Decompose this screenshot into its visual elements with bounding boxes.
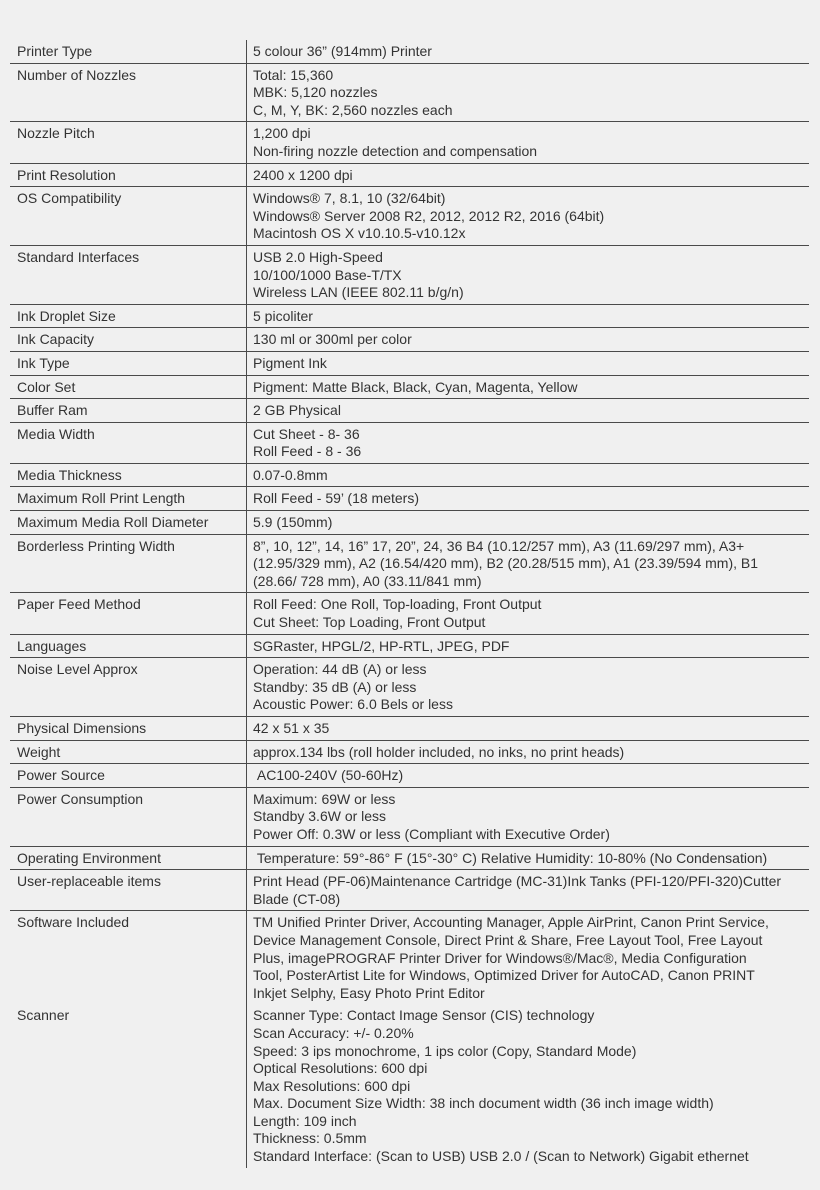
spec-row xyxy=(10,122,809,163)
spec-label: Weight xyxy=(10,740,247,764)
spec-value-line: Tool, PosterArtist Lite for Windows, Optimized Driver for AutoCAD, Canon PRINT xyxy=(253,967,755,984)
spec-label: OS Compatibility xyxy=(10,187,247,246)
spec-label: Operating Environment xyxy=(10,846,247,870)
spec-value xyxy=(247,399,810,423)
spec-value xyxy=(247,163,810,187)
spec-value xyxy=(247,422,810,463)
spec-value xyxy=(247,304,810,328)
spec-label: Power Source xyxy=(10,764,247,788)
spec-value-line: Scanner Type: Contact Image Sensor (CIS) technology xyxy=(253,1007,595,1024)
spec-label: User-replaceable items xyxy=(10,870,247,911)
spec-label: Borderless Printing Width xyxy=(10,534,247,593)
spec-value xyxy=(247,463,810,487)
spec-value xyxy=(247,911,810,1004)
spec-label: Standard Interfaces xyxy=(10,245,247,304)
spec-value-line: Roll Feed: One Roll, Top-loading, Front Output xyxy=(253,596,542,613)
spec-label: Media Width xyxy=(10,422,247,463)
spec-label: Noise Level Approx xyxy=(10,658,247,717)
spec-value-line: SGRaster, HPGL/2, HP-RTL, JPEG, PDF xyxy=(253,637,510,654)
spec-label: Media Thickness xyxy=(10,463,247,487)
spec-value-line: (28.66/ 728 mm), A0 (33.11/841 mm) xyxy=(253,572,482,589)
spec-value-line: Optical Resolutions: 600 dpi xyxy=(253,1060,428,1077)
spec-row xyxy=(10,846,809,870)
spec-value-line: Power Off: 0.3W or less (Compliant with Executive Order) xyxy=(253,825,610,842)
spec-value-line: AC100-240V (50-60Hz) xyxy=(253,767,404,784)
spec-value-line: USB 2.0 High-Speed xyxy=(253,248,383,265)
spec-value-line: 1,200 dpi xyxy=(253,125,311,142)
spec-value xyxy=(247,870,810,911)
spec-row xyxy=(10,245,809,304)
spec-value-line: Standard Interface: (Scan to USB) USB 2.0 / (Scan to Network) Gigabit ethernet xyxy=(253,1148,749,1165)
spec-value-line: Pigment Ink xyxy=(253,354,327,371)
spec-value-line: 130 ml or 300ml per color xyxy=(253,331,412,348)
spec-row xyxy=(10,163,809,187)
spec-row xyxy=(10,63,809,122)
spec-value-line: Cut Sheet - 8- 36 xyxy=(253,425,360,442)
spec-value-line: Length: 109 inch xyxy=(253,1112,357,1129)
spec-row xyxy=(10,375,809,399)
spec-value-line: Print Head (PF-06)Maintenance Cartridge (MC-31)Ink Tanks (PFI-120/PFI-320)Cutter xyxy=(253,873,782,890)
spec-label: Buffer Ram xyxy=(10,399,247,423)
spec-row xyxy=(10,787,809,846)
spec-value-line: 2400 x 1200 dpi xyxy=(253,166,353,183)
spec-value-line: 10/100/1000 Base-T/TX xyxy=(253,266,402,283)
spec-label: Software Included xyxy=(10,911,247,1004)
spec-value-line: Macintosh OS X v10.10.5-v10.12x xyxy=(253,225,466,242)
spec-value-line: Blade (CT-08) xyxy=(253,890,341,907)
spec-value-line: Wireless LAN (IEEE 802.11 b/g/n) xyxy=(253,284,464,301)
spec-value xyxy=(247,245,810,304)
spec-row xyxy=(10,634,809,658)
spec-row xyxy=(10,351,809,375)
spec-row xyxy=(10,658,809,717)
spec-value-line: Scan Accuracy: +/- 0.20% xyxy=(253,1024,414,1041)
spec-row xyxy=(10,304,809,328)
spec-value-line: Temperature: 59°-86° F (15°-30° C) Relative Humidity: 10-80% (No Condensation) xyxy=(253,849,768,866)
spec-value-line: Total: 15,360 xyxy=(253,66,334,83)
spec-row xyxy=(10,187,809,246)
spec-value-line: Windows® Server 2008 R2, 2012, 2012 R2, 2016 (64bit) xyxy=(253,207,605,224)
spec-value-line: Windows® 7, 8.1, 10 (32/64bit) xyxy=(253,190,446,207)
spec-value-line: 5 picoliter xyxy=(253,307,313,324)
spec-value xyxy=(247,375,810,399)
spec-value-line: approx.134 lbs (roll holder included, no inks, no print heads) xyxy=(253,743,625,760)
spec-label: Paper Feed Method xyxy=(10,593,247,634)
spec-value-line: 2 GB Physical xyxy=(253,402,341,419)
spec-value-line: (12.95/329 mm), A2 (16.54/420 mm), B2 (20.28/515 mm), A1 (23.39/594 mm), B1 xyxy=(253,555,759,572)
spec-value xyxy=(247,187,810,246)
spec-value-line: Inkjet Selphy, Easy Photo Print Editor xyxy=(253,984,485,1001)
spec-value-line: MBK: 5,120 nozzles xyxy=(253,84,378,101)
spec-value xyxy=(247,1004,810,1167)
spec-value-line: Plus, imagePROGRAF Printer Driver for Windows®/Mac®, Media Configuration xyxy=(253,949,747,966)
spec-value-line: Cut Sheet: Top Loading, Front Output xyxy=(253,614,486,631)
spec-row xyxy=(10,717,809,741)
spec-label: Ink Droplet Size xyxy=(10,304,247,328)
spec-row xyxy=(10,511,809,535)
spec-label: Color Set xyxy=(10,375,247,399)
spec-row xyxy=(10,422,809,463)
spec-label: Print Resolution xyxy=(10,163,247,187)
spec-row xyxy=(10,487,809,511)
spec-value-line: 5.9 (150mm) xyxy=(253,514,333,531)
spec-value-line: Roll Feed - 59’ (18 meters) xyxy=(253,490,419,507)
spec-label: Ink Type xyxy=(10,351,247,375)
spec-value xyxy=(247,787,810,846)
spec-row xyxy=(10,1004,809,1167)
spec-value-line: Maximum: 69W or less xyxy=(253,790,396,807)
spec-value-line: Standby: 35 dB (A) or less xyxy=(253,678,417,695)
spec-row xyxy=(10,593,809,634)
spec-value-line: Max Resolutions: 600 dpi xyxy=(253,1077,411,1094)
spec-value-line: 5 colour 36” (914mm) Printer xyxy=(253,43,432,59)
spec-row xyxy=(10,911,809,1004)
spec-value xyxy=(247,740,810,764)
spec-value-line: Max. Document Size Width: 38 inch document width (36 inch image width) xyxy=(253,1095,714,1112)
spec-value-line: Acoustic Power: 6.0 Bels or less xyxy=(253,696,453,713)
spec-value-line: Operation: 44 dB (A) or less xyxy=(253,661,427,678)
spec-row xyxy=(10,534,809,593)
spec-label: Maximum Media Roll Diameter xyxy=(10,511,247,535)
spec-table-body xyxy=(10,40,809,1168)
spec-value-line: Non-firing nozzle detection and compensation xyxy=(253,142,538,159)
spec-value xyxy=(247,846,810,870)
spec-value xyxy=(247,487,810,511)
spec-value xyxy=(247,634,810,658)
spec-value xyxy=(247,351,810,375)
spec-value xyxy=(247,40,810,63)
spec-value-line: Pigment: Matte Black, Black, Cyan, Magenta, Yellow xyxy=(253,378,578,395)
spec-value-line: Roll Feed - 8 - 36 xyxy=(253,443,362,460)
spec-table xyxy=(10,40,809,1168)
spec-value-line: 0.07-0.8mm xyxy=(253,466,328,483)
spec-value xyxy=(247,717,810,741)
spec-row xyxy=(10,328,809,352)
spec-value-line: Standby 3.6W or less xyxy=(253,808,387,825)
spec-value-line: C, M, Y, BK: 2,560 nozzles each xyxy=(253,101,453,118)
spec-label: Power Consumption xyxy=(10,787,247,846)
spec-label: Ink Capacity xyxy=(10,328,247,352)
spec-value xyxy=(247,593,810,634)
spec-value xyxy=(247,534,810,593)
spec-value xyxy=(247,658,810,717)
spec-value xyxy=(247,764,810,788)
spec-value xyxy=(247,328,810,352)
spec-label: Number of Nozzles xyxy=(10,63,247,122)
spec-label: Maximum Roll Print Length xyxy=(10,487,247,511)
spec-value xyxy=(247,63,810,122)
spec-row xyxy=(10,740,809,764)
spec-row xyxy=(10,463,809,487)
spec-value-line: 42 x 51 x 35 xyxy=(253,720,330,736)
spec-row xyxy=(10,40,809,63)
spec-row xyxy=(10,870,809,911)
spec-label: Physical Dimensions xyxy=(10,717,247,741)
spec-row xyxy=(10,399,809,423)
spec-value-line: 8”, 10, 12”, 14, 16” 17, 20”, 24, 36 B4 (10.12/257 mm), A3 (11.69/297 mm), A3+ xyxy=(253,537,745,554)
spec-value-line: Device Management Console, Direct Print & Share, Free Layout Tool, Free Layout xyxy=(253,931,763,948)
spec-label: Printer Type xyxy=(10,40,247,63)
spec-value xyxy=(247,511,810,535)
spec-value xyxy=(247,122,810,163)
spec-value-line: TM Unified Printer Driver, Accounting Manager, Apple AirPrint, Canon Print Service, xyxy=(253,914,769,931)
spec-label: Nozzle Pitch xyxy=(10,122,247,163)
spec-label: Languages xyxy=(10,634,247,658)
spec-value-line: Speed: 3 ips monochrome, 1 ips color (Copy, Standard Mode) xyxy=(253,1042,637,1059)
spec-label: Scanner xyxy=(10,1004,247,1167)
spec-row xyxy=(10,764,809,788)
spec-value-line: Thickness: 0.5mm xyxy=(253,1130,367,1147)
